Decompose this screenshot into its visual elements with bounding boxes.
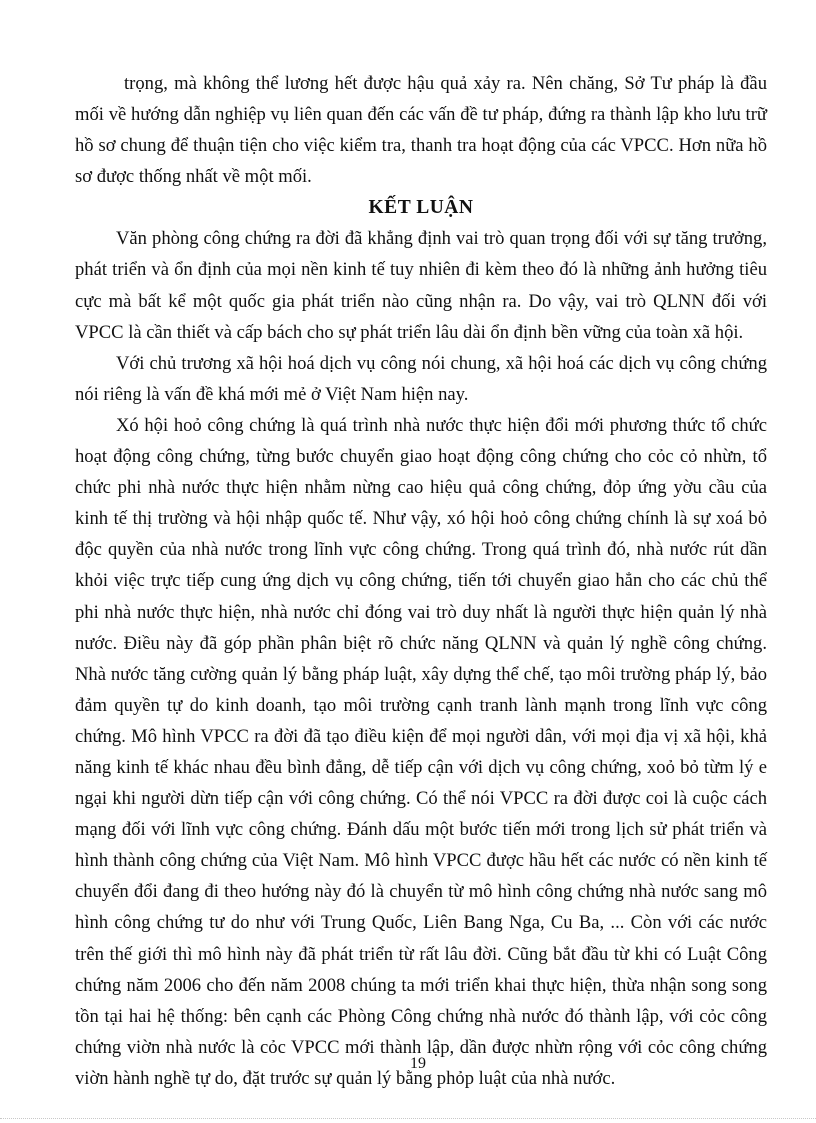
paragraph-continuation: trọng, mà không thể lương hết được hậu quả xảy ra. Nên chăng, Sở Tư pháp là đầu mối về hướng dẫn nghiệp vụ liên quan đến các vấn đề tư pháp, đứng ra thành lập kho lưu trữ hồ sơ chung để thuận tiện cho việc kiểm tra, thanh tra hoạt động của các VPCC. Hơn nữa hồ sơ được thống nhất về một mối.: [75, 73, 767, 188]
paragraph-3: Xó hội hoỏ công chứng là quá trình nhà nước thực hiện đổi mới phương thức tổ chức hoạt động công chứng, từng bước chuyển giao hoạt động công chứng cho cỏc cỏ nhừn, tổ chức phi nhà nước thực hiện nhằm nừng cao hiệu quả công chứng, đỏp ứng yờu cầu của kinh tế thị trường và hội nhập quốc tế. Như vậy, xó hội hoỏ công chứng chính là sự xoá bỏ độc quyền của nhà nước trong lĩnh vực công chứng. Trong quá trình đó, nhà nước rút dần khỏi việc trực tiếp cung ứng dịch vụ công chứng, tiến tới chuyển giao hẳn cho các chủ thể phi nhà nước thực hiện, nhà nước chỉ đóng vai trò duy nhất là người thực hiện quản lý nhà nước. Điều này đã góp phần phân biệt rõ chức năng QLNN và quản lý nghề công chứng. Nhà nước tăng cường quản lý bằng pháp luật, xây dựng thể chế, tạo môi trường pháp lý, bảo đảm quyền tự do kinh doanh, tạo môi trường cạnh tranh lành mạnh trong lĩnh vực công chứng. Mô hình VPCC ra đời đã tạo điều kiện để mọi người dân, với mọi địa vị xã hội, khả năng kinh tế khác nhau đều bình đẳng, dễ tiếp cận với dịch vụ công chứng, xoỏ bỏ từm lý e ngại khi người dừn tiếp cận với công chứng. Có thể nói VPCC ra đời được coi là cuộc cách mạng đối với lĩnh vực công chứng. Đánh dấu một bước tiến mới trong lịch sử phát triển và hình thành công chứng của Việt Nam. Mô hình VPCC được hầu hết các nước có nền kinh tế chuyển đổi đang đi theo hướng này đó là chuyển từ mô hình công chứng nhà nước sang mô hình công chứng tư do như với Trung Quốc, Liên Bang Nga, Cu Ba, ... Còn với các nước trên thế giới thì mô hình này đã phát triển từ rất lâu đời. Cũng bắt đầu từ khi có Luật Công chứng năm 2006 cho đến năm 2008 chúng ta mới triển khai thực hiện, thừa nhận song song tồn tại hai hệ thống: bên cạnh các Phòng Công chứng nhà nước đó thành lập, với cỏc công chứng viờn nhà nước là cỏc VPCC mới thành lập, dần được nhừn rộng với cỏc công chứng viờn hành nghề tự do, đặt trước sự quản lý bằng phỏp luật của nhà nước.: [75, 414, 767, 1089]
page-number: 19: [410, 1055, 426, 1072]
paragraph-2: Với chủ trương xã hội hoá dịch vụ công nói chung, xã hội hoá các dịch vụ công chứng nói riêng là vấn đề khá mới mẻ ở Việt Nam hiện nay.: [75, 352, 767, 405]
section-heading-conclusion: KẾT LUẬN: [368, 197, 474, 219]
document-body: [75, 68, 767, 1094]
footer-divider: [0, 1118, 816, 1119]
paragraph-1: Văn phòng công chứng ra đời đã khẳng định vai trò quan trọng đối với sự tăng trưởng, phát triển và ổn định của mọi nền kinh tế tuy nhiên đi kèm theo đó là những ảnh hưởng tiêu cực mà bất kể một quốc gia phát triển nào cũng nhận ra. Do vậy, vai trò QLNN đối với VPCC là cần thiết và cấp bách cho sự phát triển lâu dài ổn định bền vững của toàn xã hội.: [75, 228, 767, 343]
